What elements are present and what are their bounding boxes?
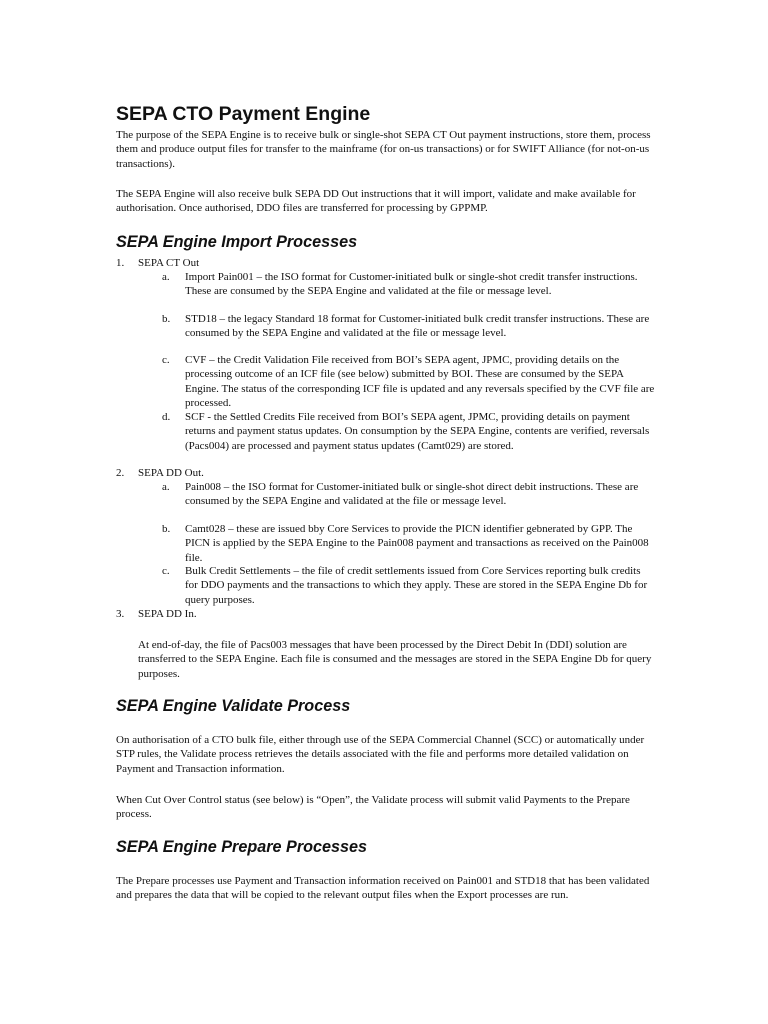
- sublist-item: Import Pain001 – the ISO format for Customer-initiated bulk or single-shot credit transfer instructions. These are consumed by the SEPA Engine and validated at the file or message level.: [185, 271, 638, 298]
- intro-paragraph-1: The purpose of the SEPA Engine is to receive bulk or single-shot SEPA CT Out payment instructions, store them, process them and produce output files for transfer to the mainframe (for on-us transactions) or for SWIFT Alliance (for not-on-us transactions).: [116, 129, 651, 170]
- sublist-item: SCF - the Settled Credits File received from BOI’s SEPA agent, JPMC, providing details on payment returns and payment status updates. On consumption by the SEPA Engine, contents are verified, reversals (Pacs004) are processed and payment status updates (Camt029) are stored.: [185, 411, 650, 452]
- list-item-label: SEPA DD In.: [138, 608, 197, 620]
- prepare-section-heading: SEPA Engine Prepare Processes: [116, 838, 368, 856]
- list-item-label: SEPA CT Out: [138, 257, 200, 269]
- sublist-letter: c.: [162, 565, 170, 577]
- sublist-letter: a.: [162, 271, 170, 283]
- sublist-letter: a.: [162, 481, 170, 493]
- sublist-letter: b.: [162, 523, 171, 535]
- sublist-item: STD18 – the legacy Standard 18 format for Customer-initiated bulk credit transfer instructions. These are consumed by the SEPA Engine and validated at the file or message level.: [185, 313, 650, 340]
- sublist-item: Bulk Credit Settlements – the file of credit settlements issued from Core Services reporting bulk credits for DDO payments and the transactions to which they apply. These are stored in the SEPA Engine Db for query purposes.: [185, 565, 648, 606]
- list-number: 3.: [116, 608, 125, 620]
- list-item-label: SEPA DD Out.: [138, 467, 204, 479]
- list-item-paragraph: At end-of-day, the file of Pacs003 messages that have been processed by the Direct Debit In (DDI) solution are transferred to the SEPA Engine. Each file is consumed and the messages are stored in the SEPA Engine Db for query purposes.: [138, 639, 652, 680]
- sublist-letter: c.: [162, 354, 170, 366]
- intro-paragraph-2: The SEPA Engine will also receive bulk SEPA DD Out instructions that it will import, validate and make available for authorisation. Once authorised, DDO files are transferred for processing by GPPMP.: [116, 188, 636, 215]
- validate-paragraph-1: On authorisation of a CTO bulk file, either through use of the SEPA Commercial Channel (SCC) or automatically under STP rules, the Validate process retrieves the details associated with the file and performs more detailed validation on Payment and Transaction information.: [116, 734, 645, 775]
- import-section-heading: SEPA Engine Import Processes: [116, 233, 358, 251]
- document-title: SEPA CTO Payment Engine: [116, 103, 371, 125]
- list-number: 1.: [116, 257, 125, 269]
- validate-section-heading: SEPA Engine Validate Process: [116, 697, 351, 715]
- sublist-letter: d.: [162, 411, 171, 423]
- validate-paragraph-2: When Cut Over Control status (see below) is “Open”, the Validate process will submit valid Payments to the Prepare process.: [116, 794, 630, 821]
- sublist-item: Pain008 – the ISO format for Customer-initiated bulk or single-shot direct debit instructions. These are consumed by the SEPA Engine and validated at the file or message level.: [185, 481, 639, 508]
- sublist-item: CVF – the Credit Validation File received from BOI’s SEPA agent, JPMC, providing details on the processing outcome of an ICF file (see below) submitted by BOI. These are consumed by the SEPA Engine. The status of the corresponding ICF file is updated and any reversals specified by the CVF file are processed.: [185, 354, 655, 409]
- prepare-paragraph-1: The Prepare processes use Payment and Transaction information received on Pain001 and STD18 that has been validated and prepares the data that will be copied to the relevant output files when the Export processes are run.: [116, 875, 650, 902]
- list-number: 2.: [116, 467, 125, 479]
- sublist-item: Camt028 – these are issued bby Core Services to provide the PICN identifier gebnerated by GPP. The PICN is applied by the SEPA Engine to the Pain008 payment and transactions as received on the Pain008 file.: [185, 523, 649, 564]
- sublist-letter: b.: [162, 313, 171, 325]
